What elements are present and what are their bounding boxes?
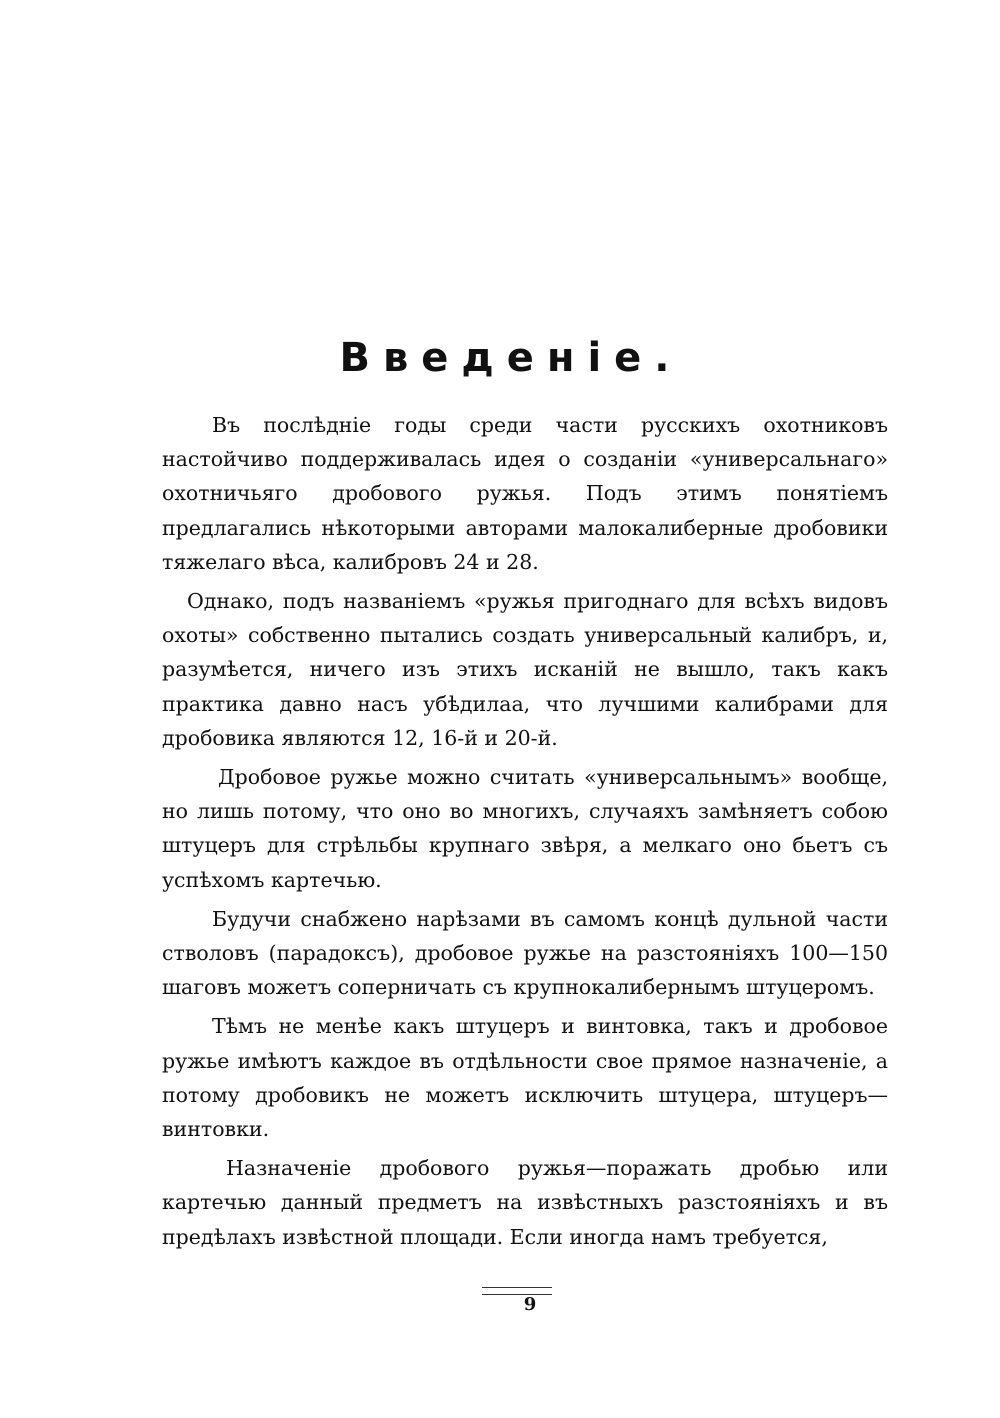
paragraph-1: Въ послѣдніе годы среди части русскихъ охотниковъ настойчиво поддерживалась идея о созданіи «универсальнаго» охотничьяго дробового ружья. Подъ этимъ понятіемъ предлагались нѣкоторыми авторами малокалиберные дробовики тяжелаго вѣса, калибровъ 24 и 28. bbox=[162, 413, 888, 574]
page-title: Введеніе. bbox=[339, 335, 683, 381]
paragraph-5: Тѣмъ не менѣе какъ штуцеръ и винтовка, такъ и дробовое ружье имѣютъ каждое въ отдѣльности свое прямое назначеніе, а потому дробовикъ не можетъ исключить штуцера, штуцеръ—винтовки. bbox=[162, 1014, 888, 1142]
paragraph-4: Будучи снабжено нарѣзами въ самомъ концѣ дульной части стволовъ (парадоксъ), дробовое ружье на разстояніяхъ 100—150 шаговъ можетъ соперничать съ крупнокалибернымъ штуцеромъ. bbox=[162, 906, 888, 1000]
body-text bbox=[162, 408, 888, 1259]
page-number: 9 bbox=[523, 1294, 537, 1315]
paragraph-3: Дробовое ружье можно считать «универсальнымъ» вообще, но лишь потому, что оно во многихъ, случаяхъ замѣняетъ собою штуцеръ для стрѣльбы крупнаго звѣря, а мелкаго оно бьетъ съ успѣхомъ картечью. bbox=[162, 765, 888, 892]
paragraph-6: Назначеніе дробового ружья—поражать дробью или картечью данный предметъ на извѣстныхъ разстояніяхъ и въ предѣлахъ извѣстной площади. Если иногда намъ требуется, bbox=[162, 1156, 888, 1249]
paragraph-2: Однако, подъ названіемъ «ружья пригоднаго для всѣхъ видовъ охоты» собственно пытались создать универсальный калибръ, и, разумѣется, ничего изъ этихъ исканій не вышло, такъ какъ практика давно насъ убѣдилаа, что лучшими калибрами для дробовика являются 12, 16-й и 20-й. bbox=[162, 589, 888, 750]
